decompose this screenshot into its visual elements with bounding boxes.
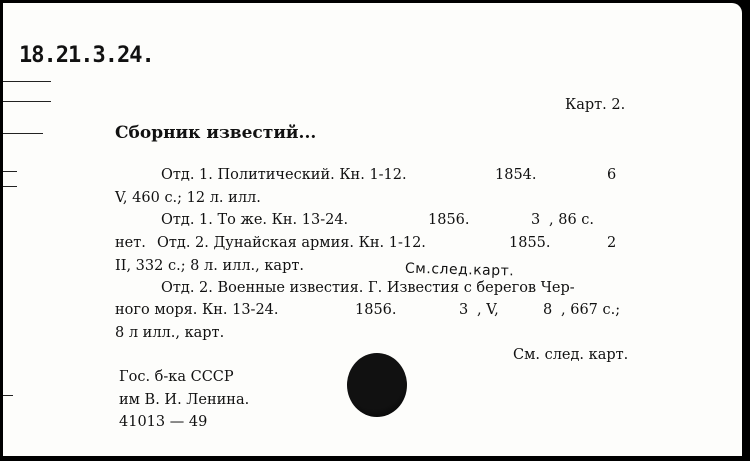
edge-mark [3, 186, 17, 187]
accession-number: 18.21.3.24. [19, 43, 154, 68]
entry-count: 2 [607, 235, 617, 251]
edge-mark [3, 81, 51, 82]
entry-line: Отд. 1. Политический. Кн. 1-12. [161, 167, 407, 183]
punch-hole [347, 353, 407, 417]
entry-line: Отд. 1. То же. Кн. 13-24. [161, 212, 349, 228]
handwritten-note: См.след.карт. [404, 260, 515, 280]
edge-mark [3, 101, 51, 102]
entry-year: 1856. [428, 212, 470, 228]
entry-note: нет. [115, 235, 146, 251]
entry-pages: , 667 с.; [561, 302, 621, 318]
edge-mark [3, 395, 13, 396]
entry-line: ного моря. Кн. 13-24. [115, 302, 279, 318]
entry-year: 1856. [355, 302, 397, 318]
edge-mark [3, 133, 43, 134]
entry-pages: , 86 с. [549, 212, 595, 228]
entry-count: 3 [459, 302, 469, 318]
entry-count: 3 [531, 212, 541, 228]
library-code: 41013 — 49 [119, 414, 208, 430]
entry-line: Отд. 2. Военные известия. Г. Известия с берегов Чер- [161, 280, 575, 296]
edge-mark [3, 171, 17, 172]
entry-volume: , V, [477, 302, 499, 318]
entry-line: 8 л илл., карт. [115, 325, 225, 341]
entry-year: 1855. [509, 235, 551, 251]
card-title: Сборник известий... [115, 123, 317, 143]
library-line: Гос. б-ка СССР [119, 369, 234, 385]
catalog-card [3, 3, 742, 456]
entry-year: 1854. [495, 167, 537, 183]
see-next-card: См. след. карт. [513, 347, 629, 363]
entry-count: 6 [607, 167, 617, 183]
entry-line: V, 460 с.; 12 л. илл. [115, 190, 261, 206]
entry-line: II, 332 с.; 8 л. илл., карт. [115, 258, 304, 274]
entry-line: Отд. 2. Дунайская армия. Кн. 1-12. [157, 235, 426, 251]
entry-count: 8 [543, 302, 553, 318]
library-line: им В. И. Ленина. [119, 392, 250, 408]
card-number: Карт. 2. [565, 97, 626, 113]
